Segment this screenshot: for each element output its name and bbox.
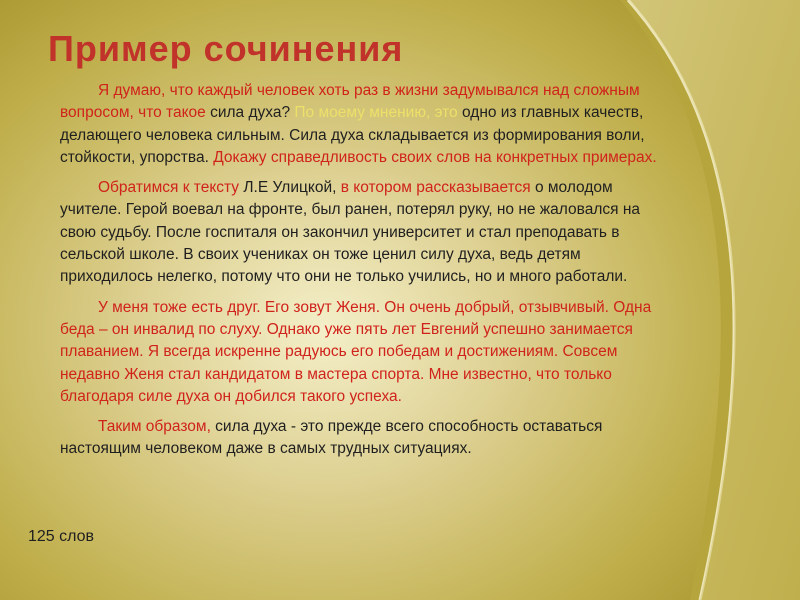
essay-body: [60, 80, 660, 469]
p2-body: о молодом учителе. Герой воевал на фронте, был ранен, потерял руку, но не жаловался на свою судьбу. После госпиталя он закончил университет и стал преподавать в сельской школе. В своих учениках он тоже ценил силу духа, ведь детям приходилось нелегко, потому что они не только учились, но и много работали.: [60, 179, 640, 286]
p2-lead: Обратимся к тексту: [98, 179, 240, 197]
p2-author: Л.Е Улицкой,: [239, 179, 341, 197]
p1-opinion: По моему мнению, это: [290, 104, 458, 122]
paragraph-2: [60, 177, 660, 288]
p1-intro: Я думаю, что каждый человек хоть раз в жизни задумывался над сложным вопросом, что такое: [60, 82, 640, 122]
slide-title: Пример сочинения: [48, 28, 404, 69]
paragraph-1: [60, 80, 660, 169]
p1-thesis: Докажу справедливость своих слов на конкретных примерах.: [213, 148, 657, 166]
p4-lead: Таким образом,: [98, 418, 211, 436]
p2-connector: в котором рассказывается: [340, 179, 531, 197]
paragraph-4: [60, 416, 660, 461]
p1-term: сила духа?: [210, 104, 291, 122]
p4-body: сила духа - это прежде всего способность оставаться настоящим человеком даже в самых трудных ситуациях.: [60, 418, 603, 458]
p1-body: одно из главных качеств, делающего человека сильным. Сила духа складывается из формирования воли, стойкости, упорства.: [60, 104, 645, 166]
word-count: 125 слов: [28, 528, 95, 545]
paragraph-3: У меня тоже есть друг. Его зовут Женя. Он очень добрый, отзывчивый. Одна беда – он инвалид по слуху. Однако уже пять лет Евгений успешно занимается плаванием. Я всегда искренне радуюсь его победам и достижениям. Совсем недавно Женя стал кандидатом в мастера спорта. Мне известно, что только благодаря силе духа он добился такого успеха.: [60, 298, 652, 405]
